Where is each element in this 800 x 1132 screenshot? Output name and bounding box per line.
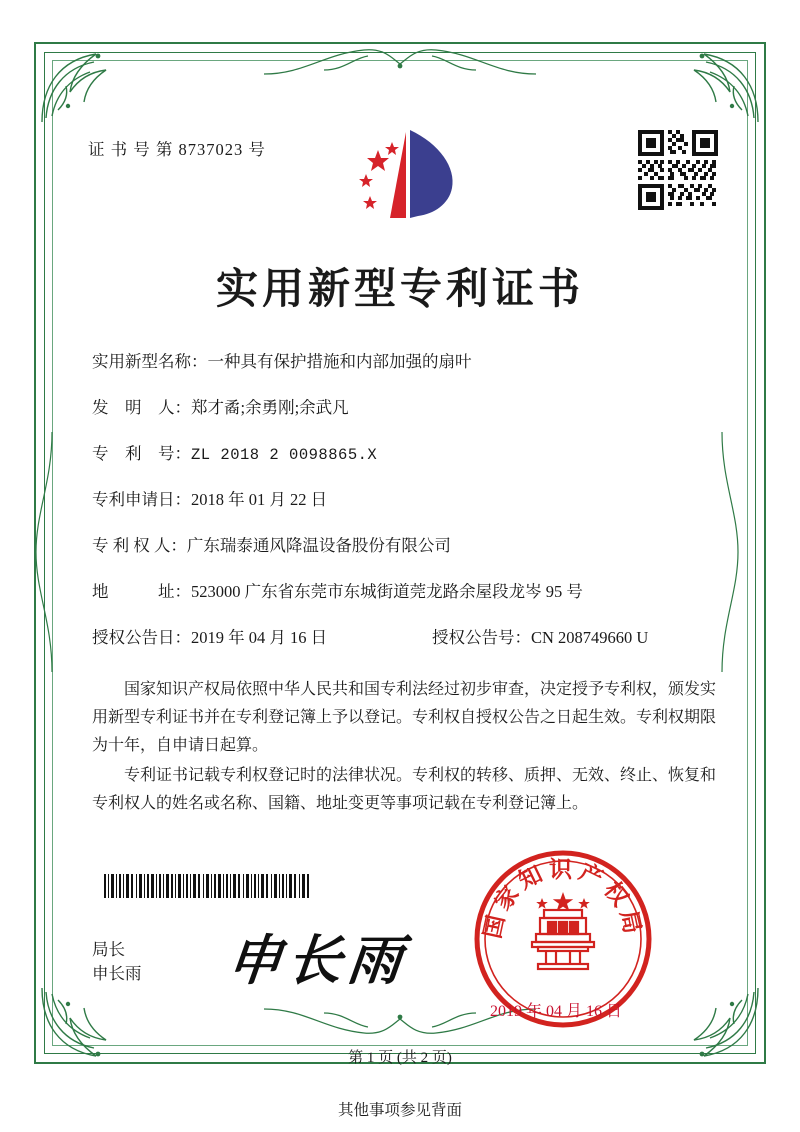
- page-number: 第 1 页 (共 2 页): [348, 1050, 452, 1066]
- field-label-publication-number: 授权公告号：: [432, 628, 531, 647]
- edge-ornament-right: [718, 432, 744, 677]
- field-application-date: [92, 486, 712, 510]
- signature-title-label: 局长: [92, 940, 125, 959]
- field-label-grant-date: 授权公告日：: [92, 628, 191, 647]
- svg-text:国家知识产权局: 国家知识产权局: [478, 856, 648, 941]
- field-label-application-date: 专利申请日：: [92, 490, 191, 509]
- field-list: [92, 348, 712, 670]
- signature-name-label: 申长雨: [92, 964, 142, 983]
- field-address: [92, 578, 712, 602]
- field-label-address: 地 址：: [92, 582, 191, 601]
- field-grant-date: [92, 624, 432, 648]
- qr-code-icon: [636, 128, 720, 212]
- certificate-number: 证 书 号 第 8737023 号: [88, 140, 266, 159]
- field-patent-number: [92, 440, 712, 464]
- body-paragraph-2: 专利证书记载专利权登记时的法律状况。专利权的转移、质押、无效、终止、恢复和专利权人的姓名或名称、国籍、地址变更等事项记载在专利登记簿上。: [92, 767, 717, 812]
- seal-date: 2019 年 04 月 16 日: [490, 1003, 623, 1020]
- edge-ornament-top: [264, 44, 536, 83]
- field-value-utility-model-name: 一种具有保护措施和内部加强的扇叶: [207, 352, 472, 371]
- body-paragraph-1: 国家知识产权局依照中华人民共和国专利法经过初步审查，决定授予专利权，颁发实用新型专利证书并在专利登记簿上予以登记。专利权自授权公告之日起生效。专利权期限为十年，自申请日起算。: [92, 681, 717, 754]
- field-label-utility-model-name: 实用新型名称：: [92, 352, 208, 371]
- field-publication-number: [432, 624, 712, 648]
- edge-ornament-left: [30, 432, 56, 677]
- footer-note: 其他事项参见背面: [337, 1102, 462, 1119]
- handwritten-signature: 申长雨: [224, 928, 411, 992]
- signature-block: [92, 938, 142, 986]
- field-value-application-date: 2018 年 01 月 22 日: [191, 490, 328, 509]
- field-label-inventor: 发 明 人：: [92, 398, 191, 417]
- field-inventor: [92, 394, 712, 418]
- barcode-icon: [104, 874, 310, 898]
- field-utility-model-name: [92, 348, 712, 372]
- field-label-patent-number: 专 利 号：: [92, 444, 191, 463]
- field-label-patentee: 专 利 权 人：: [92, 536, 187, 555]
- field-value-patent-number: ZL 2018 2 0098865.X: [191, 446, 378, 464]
- page-title: 实用新型专利证书: [215, 264, 584, 313]
- field-value-address: 523000 广东省东莞市东城街道莞龙路余屋段龙岑 95 号: [191, 582, 583, 601]
- cnipa-logo-icon: [348, 122, 464, 230]
- corner-ornament-top-left: [38, 46, 134, 126]
- field-value-grant-date: 2019 年 04 月 16 日: [191, 628, 328, 647]
- field-publication: [92, 624, 712, 648]
- field-value-publication-number: CN 208749660 U: [531, 628, 649, 647]
- corner-ornament-top-right: [666, 46, 762, 126]
- field-value-inventor: 郑才矞;余勇刚;余武凡: [191, 398, 349, 417]
- field-value-patentee: 广东瑞泰通风降温设备股份有限公司: [186, 536, 451, 555]
- field-patentee: [92, 532, 712, 556]
- body-text: [92, 676, 716, 820]
